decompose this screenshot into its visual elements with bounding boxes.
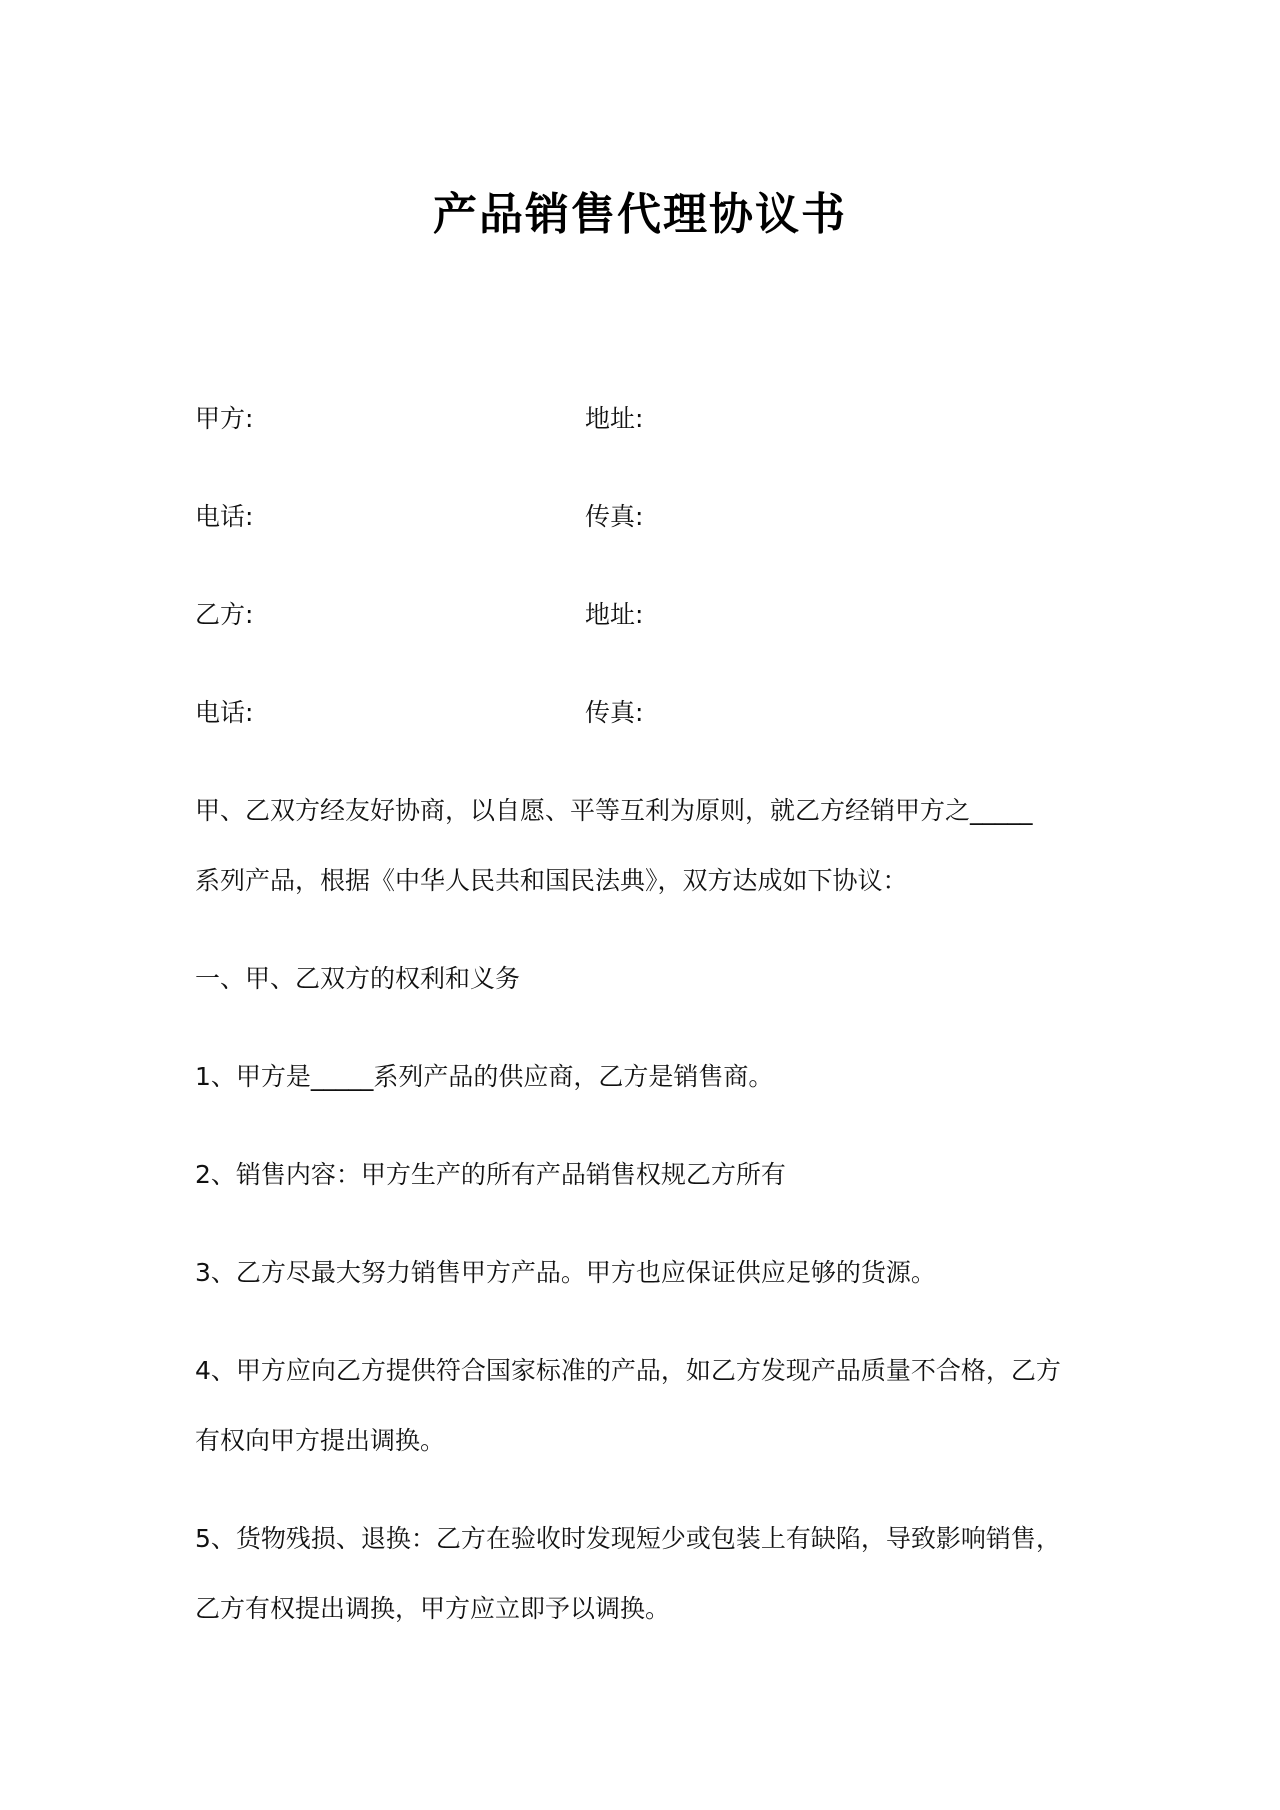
party-b-phone-label: 电话: xyxy=(195,698,254,727)
party-a-phone-label: 电话: xyxy=(195,502,254,531)
clause-5-line-1: 5、货物残损、退换：乙方在验收时发现短少或包装上有缺陷，导致影响销售， xyxy=(195,1524,1061,1553)
clause-3: 3、乙方尽最大努力销售甲方产品。甲方也应保证供应足够的货源。 xyxy=(195,1258,936,1287)
party-b-address-label: 地址: xyxy=(585,600,644,629)
party-a-address-label: 地址: xyxy=(585,404,644,433)
party-a-fax-label: 传真: xyxy=(585,502,644,531)
preamble-line-2: 系列产品，根据《中华人民共和国民法典》，双方达成如下协议： xyxy=(195,866,908,895)
clause-5-line-2: 乙方有权提出调换，甲方应立即予以调换。 xyxy=(195,1594,671,1623)
clause-1: 1、甲方是_____系列产品的供应商，乙方是销售商。 xyxy=(195,1062,774,1091)
document-title: 产品销售代理协议书 xyxy=(433,189,847,240)
preamble-line-1: 甲、乙双方经友好协商，以自愿、平等互利为原则，就乙方经销甲方之_____ xyxy=(195,796,1033,825)
clause-4-line-2: 有权向甲方提出调换。 xyxy=(195,1426,446,1455)
section-1-heading: 一、甲、乙双方的权利和义务 xyxy=(195,964,521,993)
clause-4-line-1: 4、甲方应向乙方提供符合国家标准的产品，如乙方发现产品质量不合格，乙方 xyxy=(195,1356,1061,1385)
party-b-fax-label: 传真: xyxy=(585,698,644,727)
party-a-label: 甲方: xyxy=(195,404,254,433)
clause-2: 2、销售内容：甲方生产的所有产品销售权规乙方所有 xyxy=(195,1160,786,1189)
party-b-label: 乙方: xyxy=(195,600,254,629)
